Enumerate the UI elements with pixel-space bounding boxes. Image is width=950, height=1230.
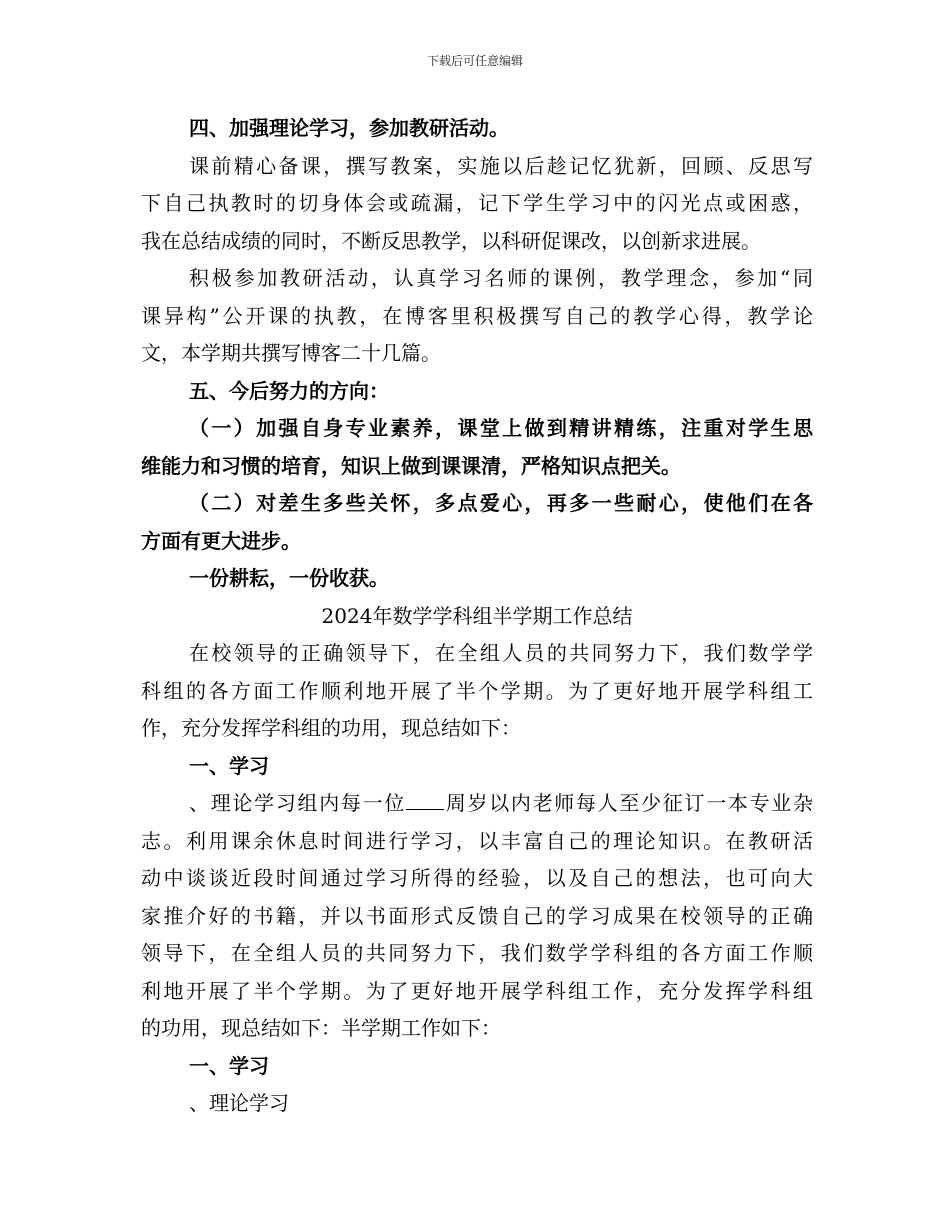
section-five-heading: 五、今后努力的方向： [189,378,389,403]
text-after-blank: 周岁以内老师每人至少征订一本专业杂 [444,791,813,815]
section-four-heading: 四、加强理论学习，参加教研活动。 [189,116,509,140]
text-before-blank: 、理论学习组内每一位 [189,791,407,815]
paragraph-line: 作，充分发挥学科组的功用，现总结如下： [141,716,521,740]
document-title: 2024年数学学科组半学期工作总结 [321,603,633,628]
paragraph-line: 志。利用课余休息时间进行学习，以丰富自己的理论知识。在教研活 [141,828,813,853]
header-note: 下载后可任意编辑 [426,54,523,68]
paragraph-line: 、理论学习 [189,1091,289,1115]
paragraph-line: （一）加强自身专业素养，课堂上做到精讲精练，注重对学生思 [189,416,813,440]
paragraph-line: 维能力和习惯的培育，知识上做到课课清，严格知识点把关。 [141,453,681,478]
paragraph-line: 利地开展了半个学期。为了更好地开展学科组工作，充分发挥学科组 [141,978,813,1003]
paragraph-line: 领导下，在全组人员的共同努力下，我们数学学科组的各方面工作顺 [141,941,813,965]
closing-line: 一份耕耘，一份收获。 [189,566,389,590]
paragraph-line: 在校领导的正确领导下，在全组人员的共同努力下，我们数学学 [189,641,813,665]
paragraph-line: 课前精心备课，撰写教案，实施以后趁记忆犹新，回顾、反思写 [189,153,813,178]
paragraph-line: 科组的各方面工作顺利地开展了半个学期。为了更好地开展学科组工 [141,678,813,703]
paragraph-line: 方面有更大进步。 [141,528,301,553]
paragraph-line-with-blank [141,785,813,823]
fill-in-blank [406,791,444,810]
paragraph-line: 家推介好的书籍，并以书面形式反馈自己的学习成果在校领导的正确 [141,903,813,928]
paragraph-line: 课异构”公开课的执教，在博客里积极撰写自己的教学心得，教学论 [141,303,813,328]
paragraph-line: 积极参加教研活动，认真学习名师的课例，教学理念，参加“同 [189,266,813,290]
document-body [141,110,813,1123]
paragraph-line: （二）对差生多些关怀，多点爱心，再多一些耐心，使他们在各 [189,491,813,515]
paragraph-line: 文，本学期共撰写博客二十几篇。 [141,341,441,365]
paragraph-line: 的功用，现总结如下：半学期工作如下： [141,1016,501,1040]
paragraph-line: 动中谈谈近段时间通过学习所得的经验，以及自己的想法，也可向大 [141,866,813,890]
study-heading: 一、学习 [189,753,269,778]
paragraph-line: 下自己执教时的切身体会或疏漏，记下学生学习中的闪光点或困惑， [141,191,813,215]
study-heading: 一、学习 [189,1053,269,1078]
paragraph-line: 我在总结成绩的同时，不断反思教学，以科研促课改，以创新求进展。 [141,228,761,253]
